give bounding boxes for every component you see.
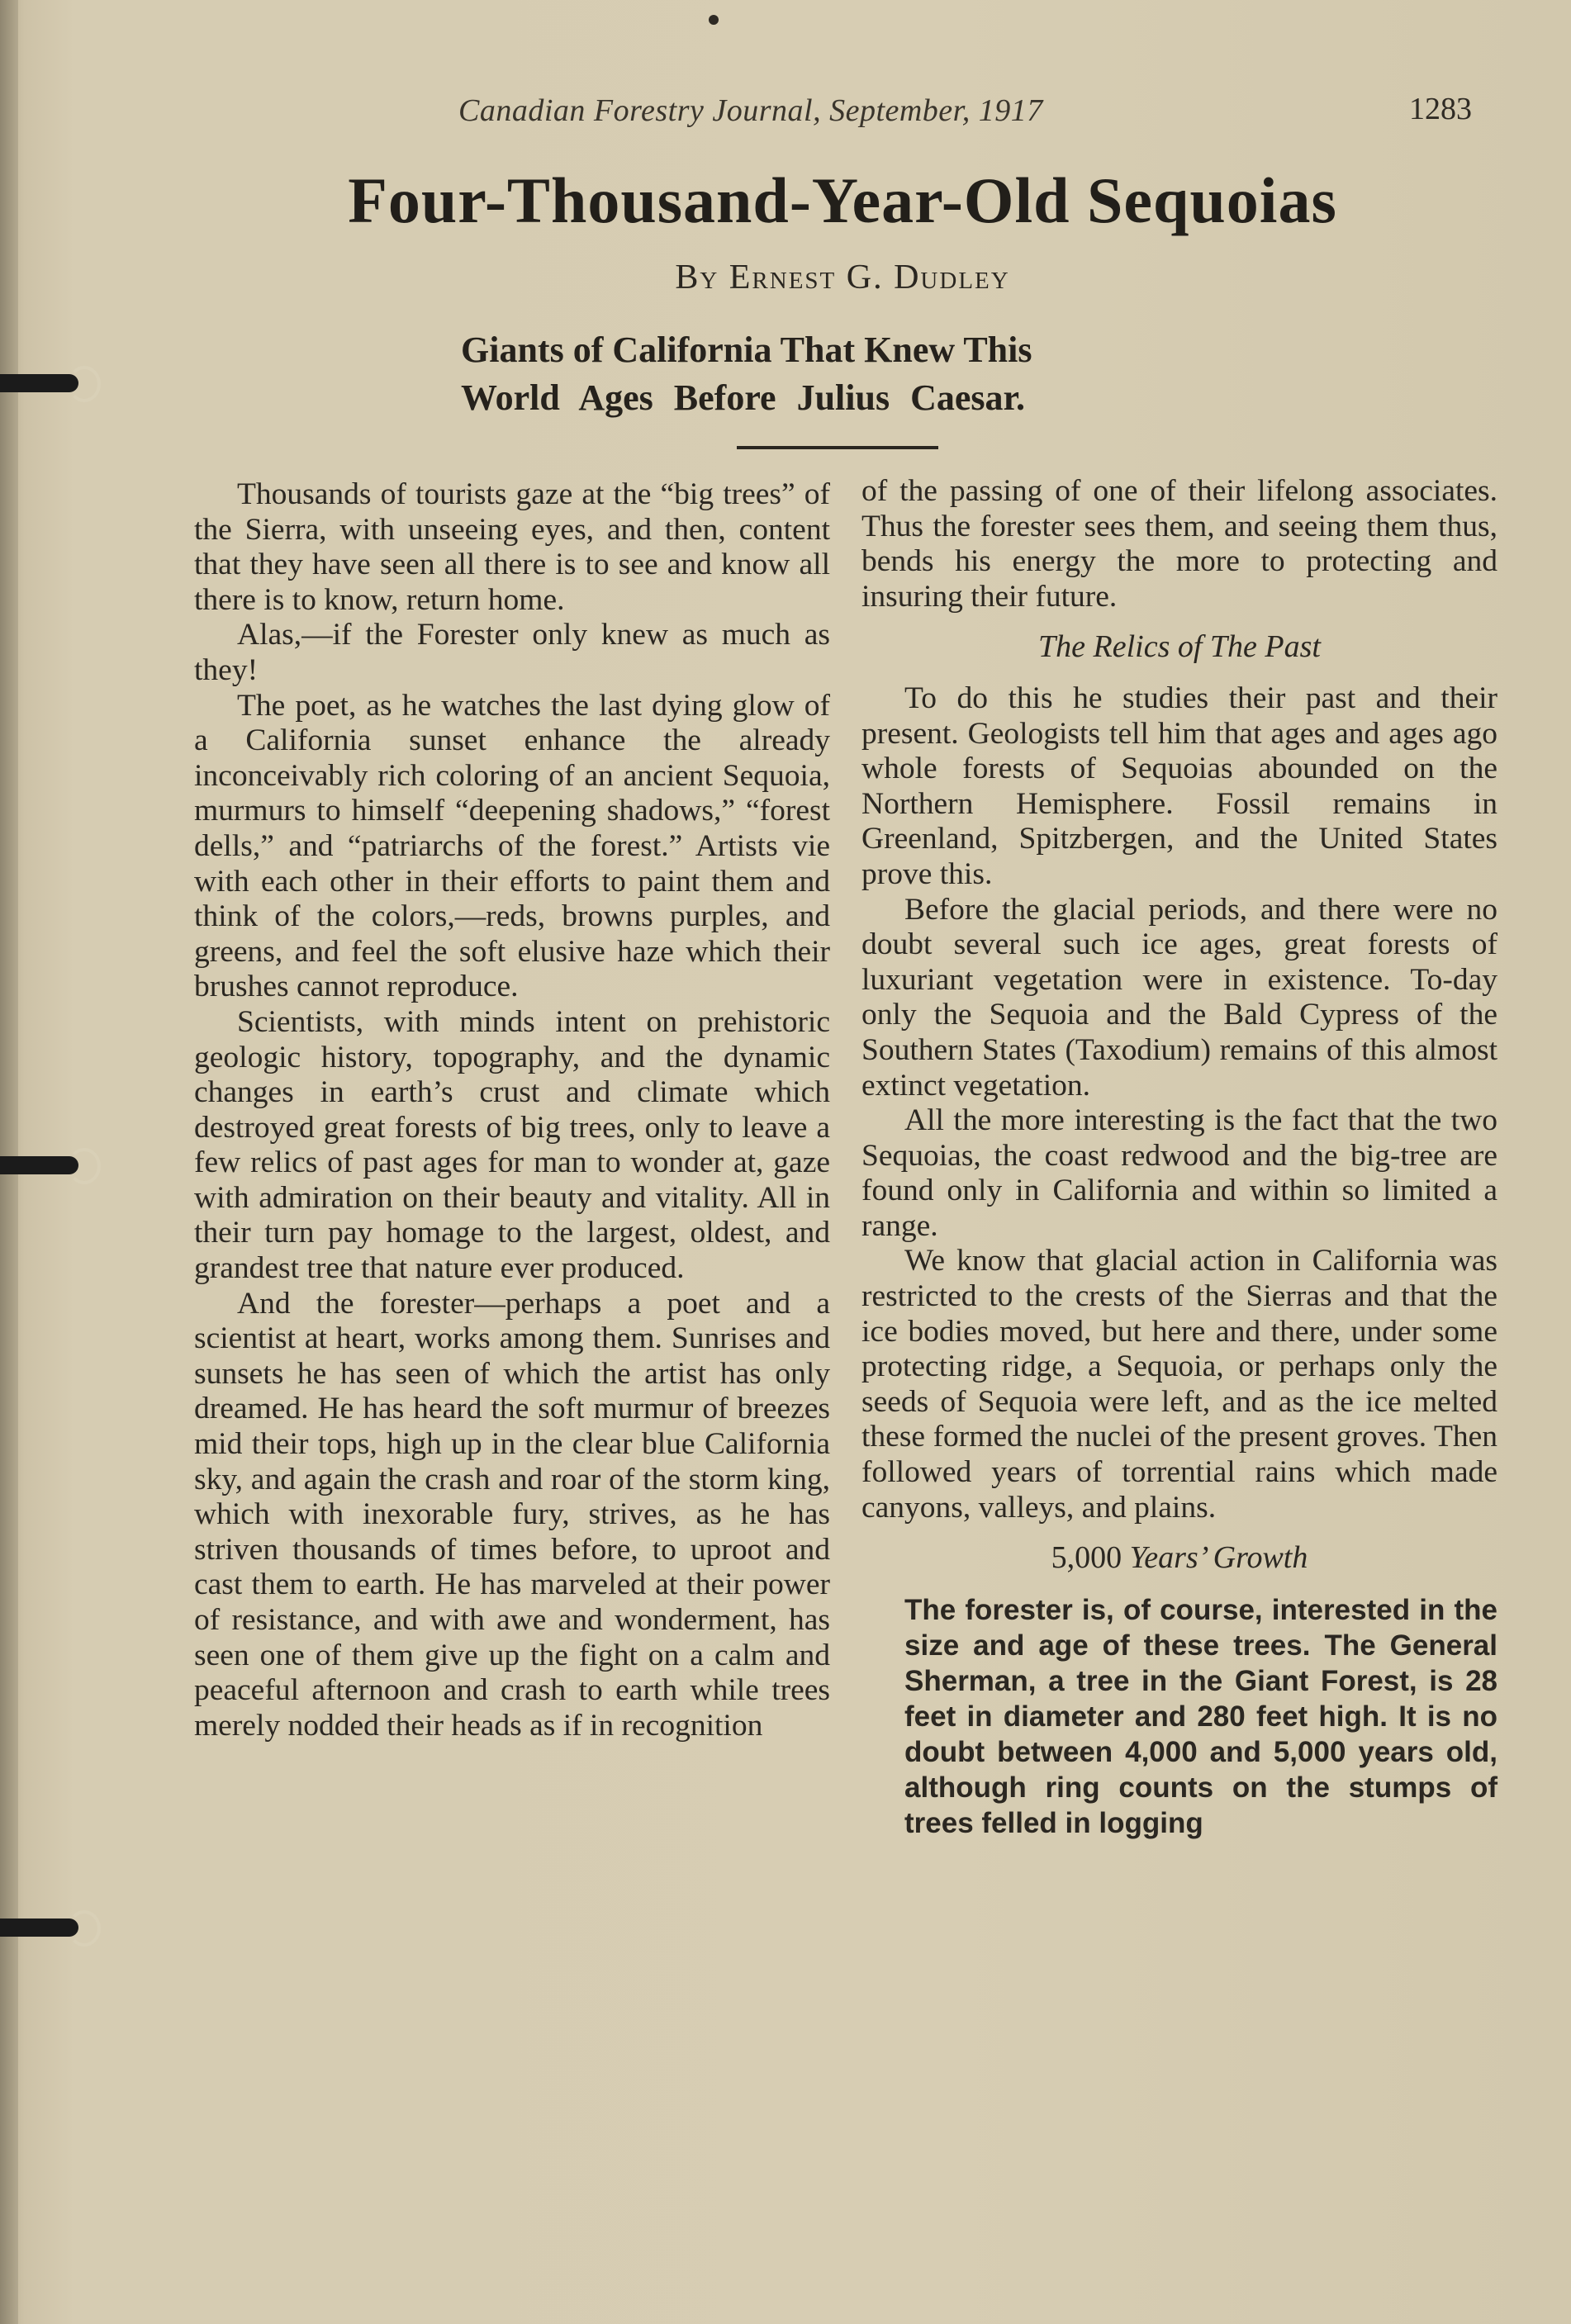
binding-thread-cord <box>0 1918 78 1937</box>
subtitle-line: World Ages Before Julius Caesar. <box>461 377 1026 418</box>
title-rule <box>737 446 938 449</box>
paragraph: Scientists, with minds intent on prehistoric geologic history, topography, and the dynamic changes in earth’s crust and climate which destroyed great forests of big trees, only to leave a few relics of past ages for man to wonder at, gaze with admiration on their beauty and vitality. All in their turn pay homage to the largest, oldest, and grandest tree that nature ever produced. <box>194 1004 830 1286</box>
page-number: 1283 <box>1409 92 1472 126</box>
bold-paragraph: The forester is, of course, interested in the size and age of these trees. The General Sherman, a tree in the Giant Forest, is 28 feet in diameter and 280 feet high. It is no doubt between 4,000 and 5,000 years old, although ring counts on the stumps of trees felled in logging <box>904 1593 1497 1839</box>
running-head: Canadian Forestry Journal, September, 1917 <box>458 93 1043 128</box>
binding-thread-cord <box>0 374 78 392</box>
section-heading-text: Years’ Growth <box>1129 1540 1308 1576</box>
left-column <box>194 477 830 1743</box>
binding-thread-cord <box>0 1156 78 1174</box>
paragraph: We know that glacial action in California was restricted to the crests of the Sierras and that the ice bodies moved, but here and there, under some protecting ridge, a Sequoia, or perhaps only the seeds of Sequoia were left, and as the ice melted these formed the nuclei of the present groves. Then followed years of torrential rains which made canyons, valleys, and plains. <box>861 1244 1497 1525</box>
paragraph: Alas,—if the Forester only knew as much as they! <box>194 618 830 687</box>
subtitle-line: Giants of California That Knew This <box>461 330 1032 370</box>
paragraph: To do this he studies their past and their present. Geologists tell him that ages and ages ago whole forests of Sequoias abounded on the Northern Hemisphere. Fossil remains in Greenland, Spitzbergen, and the United States prove this. <box>861 681 1497 891</box>
article-subtitle <box>461 326 1221 422</box>
ink-dot <box>709 15 719 25</box>
right-column <box>861 474 1497 1841</box>
section-heading <box>861 1540 1497 1576</box>
section-heading-number: 5,000 <box>1051 1540 1122 1576</box>
paragraph: And the forester—perhaps a poet and a scientist at heart, works among them. Sunrises and sunsets he has seen of which the artist has only dreamed. He has heard the soft murmur of breezes mid their tops, high up in the clear blue California sky, and again the crash and roar of the storm king, which with inexorable fury, strives, as he has striven thousands of times before, to uproot and cast them to earth. He has marveled at their power of resistance, and with awe and wonderment, has seen one of them give up the fight on a calm and peaceful afternoon and crash to earth while trees merely nodded their heads as if in recognition <box>194 1286 830 1743</box>
binding-hole <box>68 366 101 402</box>
paragraph: The poet, as he watches the last dying glow of a California sunset enhance the already inconceivably rich coloring of an ancient Sequoia, murmurs to himself “deepening shadows,” “forest dells,” and “patriarchs of the forest.” Artists vie with each other in their efforts to paint them and think of the colors,—reds, browns purples, and greens, and feel the soft elusive haze which their brushes cannot reproduce. <box>194 688 830 1004</box>
article-byline: By Ernest G. Dudley <box>675 258 1010 296</box>
article-title: Four-Thousand-Year-Old Sequoias <box>348 164 1337 236</box>
binding-thread <box>0 1904 99 1953</box>
paragraph: of the passing of one of their lifelong associates. Thus the forester sees them, and seeing them thus, bends his energy the more to protecting and insuring their future. <box>861 474 1497 614</box>
binding-thread <box>0 1141 99 1191</box>
paragraph: Thousands of tourists gaze at the “big trees” of the Sierra, with unseeing eyes, and then, content that they have seen all there is to see and know all there is to know, return home. <box>194 477 830 617</box>
paragraph: Before the glacial periods, and there were no doubt several such ice ages, great forests of luxuriant vegetation were in existence. To-day only the Sequoia and the Bald Cypress of the Southern States (Taxodium) remains of this almost extinct vegetation. <box>861 892 1497 1103</box>
paragraph: All the more interesting is the fact that the two Sequoias, the coast redwood and the big-tree are found only in California and within so limited a range. <box>861 1103 1497 1243</box>
binding-hole <box>68 1910 101 1947</box>
section-heading: The Relics of The Past <box>1038 629 1321 665</box>
binding-thread <box>0 359 99 409</box>
binding-hole <box>68 1148 101 1184</box>
